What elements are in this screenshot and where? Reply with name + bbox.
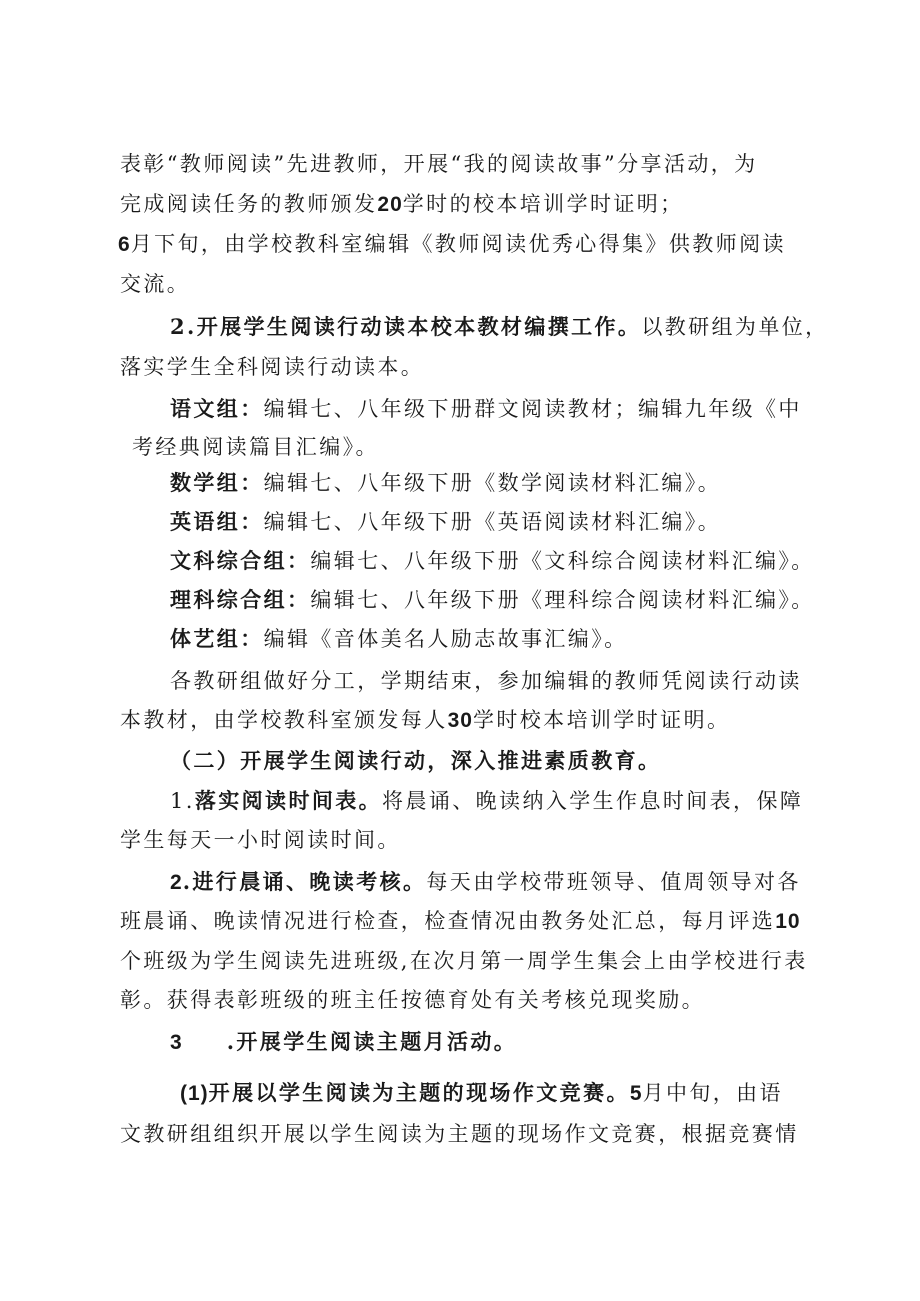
group-name: 文科综合组： — [170, 548, 311, 573]
number: (1) — [180, 1082, 209, 1105]
group-liberal-arts — [170, 547, 815, 575]
text: 每天由学校带班领导、值周领导对各 — [426, 870, 801, 894]
item2-line4 — [120, 986, 705, 1014]
p1-line3 — [118, 230, 786, 259]
group-arts-pe — [170, 625, 628, 653]
text: 月下旬，由学校教科室编辑《教师阅读优秀心得集》供教师阅读 — [130, 232, 786, 256]
text: 编辑七、八年级下册《数学阅读材料汇编》。 — [263, 471, 722, 495]
heading: .进行晨诵、晚读考核。 — [182, 869, 427, 894]
text: 月中旬，由语 — [642, 1081, 783, 1105]
group-name: 数学组： — [170, 470, 264, 495]
heading: 2.开展学生阅读行动读本校本教材编撰工作。 — [170, 314, 642, 339]
text: 编辑七、八年级下册群文阅读教材；编辑九年级《中 — [263, 397, 802, 421]
heading: 开展以学生阅读为主题的现场作文竞赛。 — [208, 1080, 630, 1105]
item2-line3 — [120, 947, 808, 975]
text: 个班级为学生阅读先进班级,在次月第一周学生集会上由学校进行表 — [120, 949, 808, 973]
sub1-line2 — [120, 1120, 799, 1148]
item3-line1 — [170, 1028, 517, 1057]
text: 编辑七、八年级下册《文科综合阅读材料汇编》。 — [310, 549, 815, 573]
heading: 落实阅读时间表。 — [194, 788, 383, 813]
p1-line1 — [120, 150, 758, 178]
text: 以教研组为单位， — [641, 315, 829, 339]
heading: （二）开展学生阅读行动，深入推进素质教育。 — [170, 748, 662, 773]
p2-line2 — [120, 353, 424, 381]
text: 学时的校本培训学时证明； — [402, 192, 684, 216]
text: 将晨诵、晚读纳入学生作息时间表，保障 — [382, 789, 804, 813]
text: 本教材，由学校教科室颁发每人 — [120, 708, 448, 732]
text: 考经典阅读篇目汇编》。 — [132, 435, 379, 459]
item1-line2 — [120, 826, 401, 854]
p3-line1 — [170, 667, 802, 695]
group-name: 语文组： — [170, 396, 264, 421]
number: 3 — [170, 1031, 183, 1054]
text: 编辑《音体美名人励志故事汇编》。 — [263, 627, 628, 651]
group-chinese-cont — [132, 433, 379, 461]
p3-line2 — [120, 706, 730, 735]
group-name: 理科综合组： — [170, 587, 311, 612]
text: 编辑七、八年级下册《英语阅读材料汇编》。 — [263, 510, 722, 534]
text: 表彰“教师阅读”先进教师，开展“我的阅读故事”分享活动，为 — [120, 152, 758, 176]
item1-line1 — [170, 787, 803, 815]
text: 文教研组组织开展以学生阅读为主题的现场作文竞赛，根据竞赛情 — [120, 1122, 799, 1146]
text: 完成阅读任务的教师颁发 — [120, 192, 378, 216]
text: 交流。 — [120, 272, 191, 296]
number: 5 — [629, 1082, 643, 1105]
text: 各教研组做好分工，学期结束，参加编辑的教师凭阅读行动读 — [170, 669, 802, 693]
p1-line4 — [120, 270, 190, 298]
p1-line2 — [120, 190, 684, 219]
group-chinese — [170, 395, 802, 423]
text: 学时校本培训学时证明。 — [472, 708, 731, 732]
group-name: 体艺组： — [170, 626, 264, 651]
text: 编辑七、八年级下册《理科综合阅读材料汇编》。 — [310, 588, 815, 612]
number: 20 — [377, 193, 403, 216]
item2-line1 — [170, 868, 801, 897]
p2-line1 — [170, 313, 829, 341]
number: 2 — [170, 871, 183, 894]
number: 6 — [118, 233, 131, 256]
group-science — [170, 586, 815, 614]
group-english — [170, 508, 721, 536]
text: 彰。获得表彰班级的班主任按德育处有关考核兑现奖励。 — [120, 988, 705, 1012]
heading: .开展学生阅读主题月活动。 — [226, 1029, 518, 1054]
sub1-line1 — [180, 1079, 783, 1108]
number: 30 — [447, 709, 473, 732]
section-2-heading — [170, 747, 661, 775]
group-name: 英语组： — [170, 509, 264, 534]
text: 学生每天一小时阅读时间。 — [120, 828, 401, 852]
text: 班晨诵、晚读情况进行检查，检查情况由教务处汇总，每月评选 — [120, 909, 776, 933]
number: 1. — [170, 789, 195, 813]
group-math — [170, 469, 721, 497]
number: 10 — [775, 910, 801, 933]
text: 落实学生全科阅读行动读本。 — [120, 355, 425, 379]
item2-line2 — [120, 907, 801, 936]
